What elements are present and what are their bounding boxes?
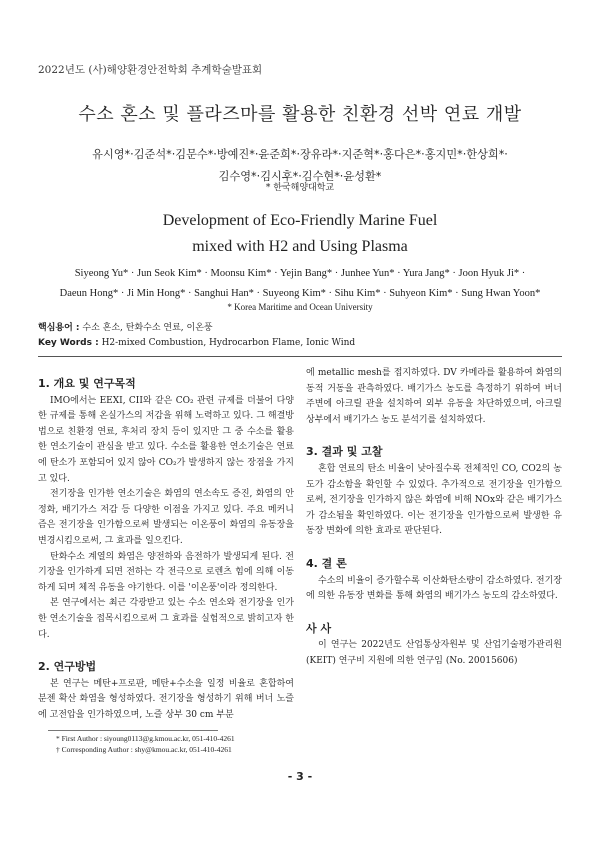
left-column	[38, 370, 294, 723]
section-1-paragraph-3: 탄화수소 계열의 화염은 양전하와 음전하가 발생되게 된다. 전기장을 인가하게 되면 전하는 각 전극으로 로렌츠 힘에 의해 이동하게 되며 체적 유동을 야기한다. 이를 '이온풍'이라 정의한다.	[38, 551, 294, 593]
footnote-divider	[48, 730, 218, 731]
right-column	[306, 366, 562, 670]
keywords-divider	[38, 356, 562, 357]
section-2-paragraph-1: 본 연구는 메탄+프로판, 메탄+수소을 일정 비율로 혼합하여 분젠 확산 화염을 형성하였다. 전기장을 형성하기 위해 버너 노즐에 고전압을 인가하였으며, 노즐 상부 30 cm 부분	[38, 678, 294, 720]
keywords-korean-label: 핵심용어 :	[38, 323, 80, 333]
section-2-heading: 2. 연구방법	[38, 660, 97, 674]
title-english-line-1: Development of Eco-Friendly Marine Fuel	[162, 212, 438, 229]
footnotes	[56, 733, 235, 755]
title-korean: 수소 혼소 및 플라즈마를 활용한 친환경 선박 연료 개발	[78, 104, 522, 125]
authors-english-line-2: Daeun Hong* · Ji Min Hong* · Sanghui Han* · Suyeong Kim* · Sihu Kim* · Suhyeon Kim* · Sung Hwan Yoon*	[59, 288, 541, 299]
section-1-paragraph-4: 본 연구에서는 최근 각광받고 있는 수소 연소와 전기장을 인가한 연소기술을 접목시킴으로써 그 효과를 실험적으로 밝히고자 한다.	[38, 598, 294, 640]
affiliation-english: * Korea Maritime and Ocean University	[227, 302, 373, 312]
keywords-korean	[38, 321, 355, 336]
title-english-line-2: mixed with H2 and Using Plasma	[192, 238, 408, 255]
section-1-heading: 1. 개요 및 연구목적	[38, 377, 136, 390]
keywords-block	[38, 321, 355, 351]
authors-english-line-1: Siyeong Yu* · Jun Seok Kim* · Moonsu Kim* · Yejin Bang* · Junhee Yun* · Yura Jang* · Joon Hyuk Ji* ·	[74, 268, 526, 279]
keywords-english-text: H2-mixed Combustion, Hydrocarbon Flame, Ionic Wind	[101, 338, 356, 348]
title-english	[0, 208, 600, 260]
conference-header: 2022년도 (사)해양환경안전학회 추계학술발표회	[38, 64, 263, 76]
section-3-heading: 3. 결과 및 고찰	[306, 445, 383, 459]
acknowledgement-paragraph: 이 연구는 2022년도 산업통상자원부 및 산업기술평가관리원(KEIT) 연구비 지원에 의한 연구임 (No. 20015606)	[306, 640, 562, 666]
affiliation-korean: * 한국해양대학교	[265, 183, 335, 193]
authors-english	[30, 264, 570, 304]
keywords-korean-text: 수소 혼소, 탄화수소 연료, 이온풍	[82, 323, 213, 333]
section-1-paragraph-1: IMO에서는 EEXI, CII와 같은 CO₂ 관련 규제를 더불어 다양한 규제를 통해 온실가스의 저감을 위해 노력하고 있다. 그 해결방법으로 친환경 연료, 후처리 장치 등이 있지만 그 중 수소를 활용한 연소기술이 관심을 받고 있다. 수소를 활용한 연소기술은 연료에 탄소가 포함되어 있지 않아 CO₂가 발생하지 않는 장점을 가지고 있다.	[38, 395, 294, 484]
section-2-continued: 에 metallic mesh를 접지하였다. DV 카메라를 활용하여 화염의 동적 거동을 관측하였다. 배기가스 농도를 측정하기 위하여 버너 주변에 아크릴 관을 설치하여 외부 유동을 차단하였으며, 아크릴 상부에서 배기가스 농도 분석기를 설치하였다.	[306, 368, 562, 425]
section-4-paragraph-1: 수소의 비율이 증가할수록 이산화탄소량이 감소하였다. 전기장에 의한 유동장 변화를 통해 화염의 배기가스 농도의 감소하였다.	[306, 575, 562, 602]
authors-korean-line-1: 유시영*·김준석*·김문수*·방예진*·윤준희*·장유라*·지준혁*·홍다은*·홍지민*·한상희*·	[92, 148, 508, 161]
authors-korean-line-2: 김수영*·김시후*·김수현*·윤성환*	[218, 170, 382, 183]
footnote-first-author: * First Author : siyoung0113@g.kmou.ac.kr, 051-410-4261	[56, 734, 235, 743]
section-3-paragraph-1: 혼합 연료의 탄소 비율이 낮아질수록 전체적인 CO, CO2의 농도가 감소함을 확인할 수 있었다. 추가적으로 전기장을 인가함으로써, 전기장을 인가하지 않은 화염에 비해 NOx와 같은 배기가스가 감소됨을 확인하였다. 이는 전기장을 인가함으로써 발생한 유동장 변화에 의한 효과로 판단된다.	[306, 463, 562, 537]
footnote-corresponding-author: † Corresponding Author : shy@kmou.ac.kr, 051-410-4261	[56, 745, 232, 754]
section-4-heading: 4. 결 론	[306, 556, 347, 570]
page-number: - 3 -	[287, 770, 313, 783]
section-1-paragraph-2: 전기장을 인가한 연소기술은 화염의 연소속도 증진, 화염의 안정화, 배기가스 저감 등 다양한 이점을 가지고 있다. 주요 메커니즘은 전기장을 인가함으로써 발생되는 이온풍이 화염의 유동장을 변경시킴으로써, 그 효과를 일으킨다.	[38, 489, 294, 546]
keywords-english	[38, 336, 355, 351]
acknowledgement-heading: 사 사	[306, 621, 332, 635]
keywords-english-label: Key Words :	[38, 338, 99, 348]
